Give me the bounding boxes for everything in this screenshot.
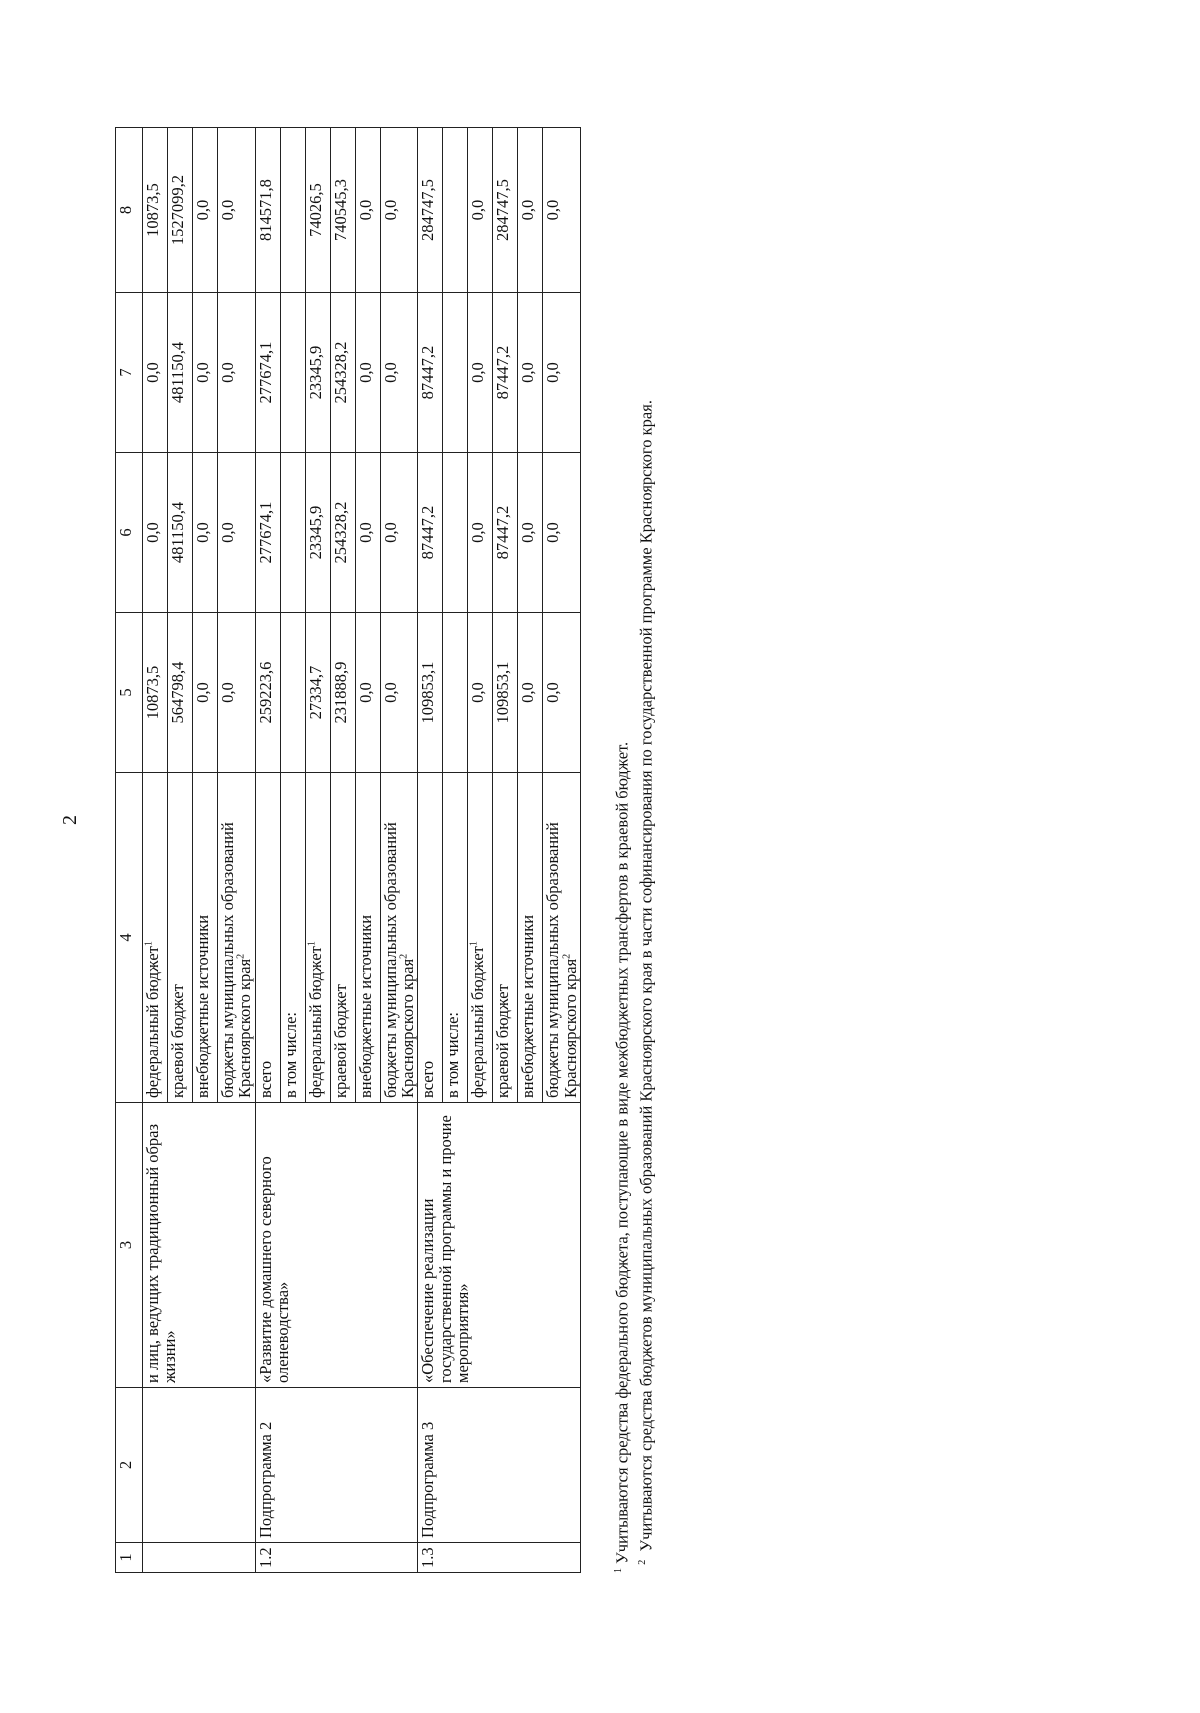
amount-cell: 0,0 [380, 128, 418, 293]
amount-cell: 27334,7 [305, 613, 330, 773]
column-header: 3 [116, 1103, 143, 1388]
footnote-mark: 2 [561, 953, 573, 959]
funding-source [193, 773, 218, 1103]
program-name: «Обеспечение реализации государственной программы и прочие мероприятия» [418, 1103, 581, 1388]
amount-cell: 0,0 [380, 453, 418, 613]
amount-cell: 23345,9 [305, 293, 330, 453]
amount-cell: 0,0 [518, 293, 543, 453]
funding-source-label: федеральный бюджет [305, 946, 325, 1098]
footnote-mark: 1 [613, 1568, 624, 1573]
amount-cell: 0,0 [218, 128, 256, 293]
funding-source [493, 773, 518, 1103]
amount-cell: 0,0 [218, 453, 256, 613]
amount-cell: 10873,5 [143, 613, 168, 773]
program-name: «Развитие домашнего северного оленеводства» [255, 1103, 418, 1388]
amount-cell: 10873,5 [143, 128, 168, 293]
funding-source-label: в том числе: [280, 1011, 300, 1098]
footnote-mark: 1 [306, 941, 318, 947]
funding-source [218, 773, 256, 1103]
amount-cell: 284747,5 [493, 128, 518, 293]
amount-cell: 87447,2 [418, 293, 443, 453]
table-row [255, 128, 280, 1573]
amount-cell: 0,0 [543, 453, 581, 613]
amount-cell: 481150,4 [168, 453, 193, 613]
program-label [143, 1388, 256, 1543]
funding-source-label: краевой бюджет [330, 984, 350, 1098]
column-header: 2 [116, 1388, 143, 1543]
footnote-mark: 2 [398, 953, 410, 959]
amount-cell: 740545,3 [330, 128, 355, 293]
amount-cell: 0,0 [468, 613, 493, 773]
page-number: 2 [59, 815, 81, 825]
budget-table [115, 127, 581, 1573]
funding-source-label: всего [255, 1060, 275, 1098]
amount-cell: 0,0 [468, 293, 493, 453]
table-row [418, 128, 443, 1573]
amount-cell [280, 453, 305, 613]
rotated-page-content [30, 83, 680, 1683]
funding-source-label: внебюджетные источники [518, 914, 538, 1098]
amount-cell [443, 453, 468, 613]
amount-cell: 109853,1 [493, 613, 518, 773]
funding-source [418, 773, 443, 1103]
section-number: 1.3 [418, 1543, 581, 1573]
amount-cell: 74026,5 [305, 128, 330, 293]
amount-cell: 0,0 [355, 613, 380, 773]
column-header: 6 [116, 453, 143, 613]
footnote-mark: 2 [637, 1559, 648, 1565]
funding-source-label: краевой бюджет [493, 984, 513, 1098]
amount-cell: 0,0 [518, 613, 543, 773]
funding-source-label: всего [418, 1060, 438, 1098]
amount-cell: 0,0 [193, 293, 218, 453]
funding-source [168, 773, 193, 1103]
section-number: 1.2 [255, 1543, 418, 1573]
amount-cell: 0,0 [543, 128, 581, 293]
amount-cell [280, 128, 305, 293]
amount-cell: 109853,1 [418, 613, 443, 773]
amount-cell: 0,0 [143, 293, 168, 453]
funding-source [443, 773, 468, 1103]
footnote-text: Учитываются средства федерального бюджета, поступающие в виде межбюджетных трансфертов в краевой бюджет. [612, 741, 632, 1564]
amount-cell: 0,0 [468, 128, 493, 293]
funding-source [355, 773, 380, 1103]
amount-cell: 0,0 [143, 453, 168, 613]
amount-cell [443, 128, 468, 293]
funding-source-label: федеральный бюджет [143, 946, 162, 1098]
footnote-text: Учитываются средства бюджетов муниципальных образований Красноярского края в части софинансирования по государственной программе Красноярского края. [636, 400, 656, 1552]
funding-source [305, 773, 330, 1103]
funding-source [255, 773, 280, 1103]
amount-cell: 0,0 [380, 293, 418, 453]
amount-cell: 0,0 [468, 453, 493, 613]
amount-cell: 284747,5 [418, 128, 443, 293]
funding-source [468, 773, 493, 1103]
amount-cell: 277674,1 [255, 453, 280, 613]
column-header: 4 [116, 773, 143, 1103]
column-header: 1 [116, 1543, 143, 1573]
amount-cell: 481150,4 [168, 293, 193, 453]
funding-source-label: федеральный бюджет [468, 946, 488, 1098]
funding-source [143, 773, 168, 1103]
amount-cell [443, 293, 468, 453]
program-name: и лиц, ведущих традиционный образ жизни» [143, 1103, 256, 1388]
amount-cell: 0,0 [355, 293, 380, 453]
amount-cell [280, 613, 305, 773]
amount-cell: 0,0 [355, 453, 380, 613]
funding-source-label: внебюджетные источники [355, 914, 375, 1098]
funding-source [543, 773, 581, 1103]
funding-source-label: бюджеты муниципальных образований Красноярского края [218, 822, 255, 1098]
amount-cell: 0,0 [543, 293, 581, 453]
amount-cell: 0,0 [193, 613, 218, 773]
amount-cell: 0,0 [355, 128, 380, 293]
amount-cell: 254328,2 [330, 453, 355, 613]
amount-cell: 231888,9 [330, 613, 355, 773]
budget-table-body [116, 128, 581, 1573]
funding-source-label: в том числе: [443, 1011, 463, 1098]
amount-cell [443, 613, 468, 773]
amount-cell: 564798,4 [168, 613, 193, 773]
amount-cell: 0,0 [518, 128, 543, 293]
amount-cell: 23345,9 [305, 453, 330, 613]
amount-cell: 87447,2 [418, 453, 443, 613]
amount-cell: 259223,6 [255, 613, 280, 773]
column-header: 7 [116, 293, 143, 453]
column-number-row [116, 128, 143, 1573]
amount-cell: 0,0 [193, 128, 218, 293]
amount-cell: 814571,8 [255, 128, 280, 293]
funding-source [330, 773, 355, 1103]
table-row [143, 128, 168, 1573]
footnote-mark: 2 [235, 953, 247, 959]
footnote-mark: 1 [468, 941, 480, 947]
footnote-1 [608, 128, 634, 1573]
funding-source-label: бюджеты муниципальных образований Красноярского края [380, 822, 417, 1098]
amount-cell: 0,0 [380, 613, 418, 773]
funding-source-label: бюджеты муниципальных образований Красноярского края [543, 822, 580, 1098]
amount-cell: 0,0 [218, 613, 256, 773]
section-number [143, 1543, 256, 1573]
amount-cell: 87447,2 [493, 293, 518, 453]
funding-source-label: краевой бюджет [168, 984, 187, 1098]
amount-cell: 254328,2 [330, 293, 355, 453]
program-label: Подпрограмма 3 [418, 1388, 581, 1543]
column-header: 8 [116, 128, 143, 293]
amount-cell: 277674,1 [255, 293, 280, 453]
funding-source [280, 773, 305, 1103]
footnote-mark: 1 [143, 941, 155, 947]
amount-cell: 0,0 [193, 453, 218, 613]
amount-cell: 0,0 [518, 453, 543, 613]
funding-source [380, 773, 418, 1103]
program-label: Подпрограмма 2 [255, 1388, 418, 1543]
amount-cell: 1527099,2 [168, 128, 193, 293]
funding-source-label: внебюджетные источники [193, 914, 212, 1098]
amount-cell [280, 293, 305, 453]
column-header: 5 [116, 613, 143, 773]
amount-cell: 0,0 [218, 293, 256, 453]
funding-source [518, 773, 543, 1103]
amount-cell: 0,0 [543, 613, 581, 773]
footnote-2 [632, 128, 658, 1573]
amount-cell: 87447,2 [493, 453, 518, 613]
